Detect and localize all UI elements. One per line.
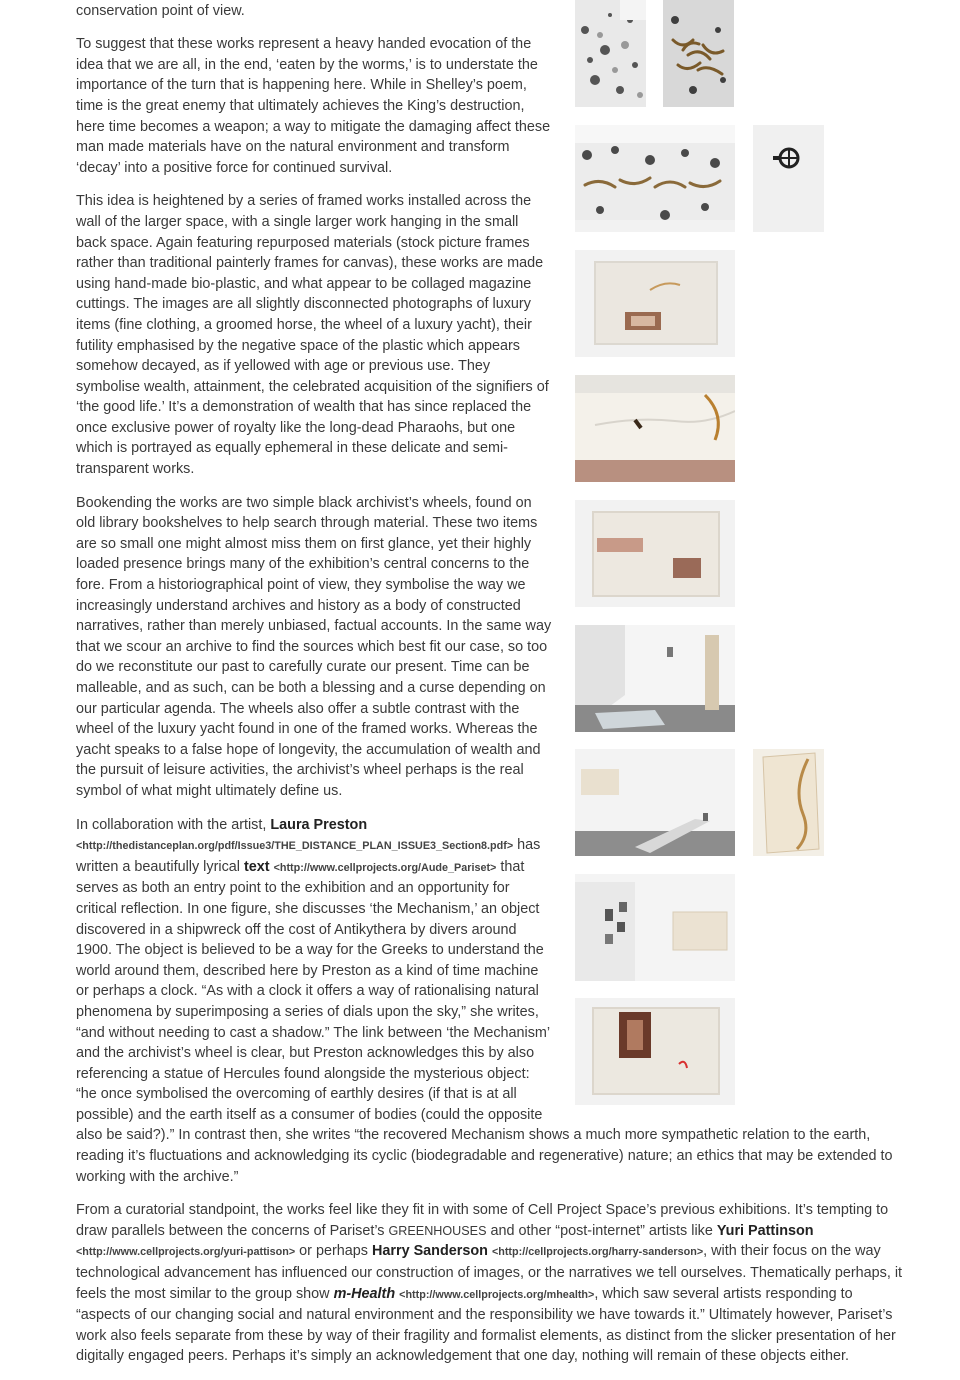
paragraph-2: This idea is heightened by a series of framed works installed across the wall of the larger space, with a single larger work hanging in the small back space. Again featuring repurposed materials (stock picture frames rather than traditional painterly frames for canvas), these works are made using hand-made bio-plastic, and what appear to be collaged magazine cuttings. The images are all slightly disconnected photographs of luxury items (fine clothing, a groomed horse, the wheel of a luxury yacht), their futility emphasised by the negative space of the plastic which appears somehow decayed, as if yellowed with age or previous use. They symbolise wealth, attainment, the celebrated acquisition of the signifiers of ‘the good life.’ It’s a demonstration of wealth that has since replaced the once exclusive power of royalty like the long-dead Pharaohs, but one which is portrayed as equally ephemeral in these delicate and semi-transparent works. bbox=[76, 193, 549, 478]
paragraph-4-text-b: has written a beautifully lyrical bbox=[76, 837, 541, 875]
paragraph-3: Bookending the works are two simple black archivist’s wheels, found on old library bookshelves to help search through material. These two items are so small one might almost miss them on first glance, yet their highly loaded presence brings many of the exhibition’s central concerns to the fore. From a historiographical point of view, they symbolise the way we increasingly understand archives and history as a body of constructed narratives, rather than merely unbiased, factual accounts. In the same way that we scour an archive to find the sources which best fit our case, so too do we reconstitute our past to carefully curate our present. Time can be malleable, and as such, can be both a blessing and a curse depending on our particular agenda. The wheels also offer a subtle contrast with the wheel of the luxury yacht found in one of the framed works. Whereas the yacht speaks to a false hope of longevity, the accumulation of wealth and the pursuit of leisure activities, the archivist’s wheel perhaps is the real symbol of what might ultimately define us. bbox=[76, 494, 552, 799]
url-text: <http://www.cellprojects.org/Aude_Pariset> bbox=[273, 861, 497, 874]
url-harry-sanderson: <http://cellprojects.org/harry-sanderson> bbox=[491, 1246, 704, 1259]
paragraph-5-text-e: , which saw several artists responding to “aspects of our changing social and natural environment and the responsibility we have towards it.” Ultimately however, Pariset’s work also feels separate from these by way of their fragility and formalist elements, as distinct from the slicker presentation of her digitally engaged peers. Perhaps it’s simply an acknowledgement that one day, nothing will remain of these objects either. bbox=[76, 1285, 896, 1365]
paragraph-5-text-b: and other “post-internet” artists like bbox=[486, 1222, 717, 1239]
greenhouses-title: GREENHOUSES bbox=[388, 1223, 487, 1238]
paragraph-5 bbox=[76, 1200, 906, 1367]
paragraph-4-text-a: In collaboration with the artist, bbox=[76, 816, 271, 833]
link-text[interactable]: text bbox=[243, 858, 270, 875]
paragraph-1: To suggest that these works represent a heavy handed evocation of the idea that we are all, in the end, ‘eaten by the worms,’ is to understate the importance of the turn that is happening here. While in Shelley’s poem, time is the great enemy that ultimately achieves the King’s destruction, here time becomes a weapon; a way to mitigate the damaging affect these man made materials have on the natural environment and transform ‘decay’ into a positive force for continued survival. bbox=[76, 36, 551, 176]
link-m-health[interactable] bbox=[334, 1286, 396, 1302]
paragraph-4-text-c: that serves as both an entry point to the exhibition and an opportunity for critical reflection. In one figure, she discusses ‘the Mechanism,’ an object discovered in a shipwreck off the cost of Antikythera by divers around 1900. The object is believed to be a way for the Greeks to understand the world around them, described here by Preston as a kind of time machine or perhaps a clock. “As with a clock it offers a way of rationalising natural phenomena by superimposing a series of dials upon the sky,” she writes, “and without needing to cast a shadow.” The link between ‘the Mechanism’ and the archivist’s wheel is clear, but Preston acknowledges this by also referencing a statue of Hercules found alongside the mysterious object: “he once symbolised the overcoming of earthly desires (if that is at all possible) and the earth itself as a consumer of bodies (could the opposite also be said?).” In contrast then, she writes “the recovered Mechanism shows a much more sympathetic relation to the earth, reading it’s fluctuations and acknowledging its cyclic (biodegradable and regenerative) nature; an ethics that may be extended to working with the archive.” bbox=[76, 858, 893, 1185]
link-laura-preston[interactable]: Laura Preston bbox=[270, 816, 368, 833]
link-yuri-pattinson[interactable]: Yuri Pattinson bbox=[716, 1222, 814, 1239]
url-laura-preston: <http://thedistanceplan.org/pdf/Issue3/THE_DISTANCE_PLAN_ISSUE3_Section8.pdf> bbox=[76, 840, 514, 853]
link-harry-sanderson[interactable]: Harry Sanderson bbox=[371, 1243, 488, 1260]
url-m-health: <http://www.cellprojects.org/mhealth> bbox=[399, 1288, 595, 1301]
gallery-spacer bbox=[552, 0, 906, 1109]
paragraph-5-text-d: , with their focus on the way technological advancement has influenced our construction of images, or the narratives we tell ourselves. Thematically perhaps, it feels the most similar to the group show bbox=[76, 1243, 903, 1302]
paragraph-5-text-c: or perhaps bbox=[295, 1243, 372, 1260]
paragraph-5-text-a: From a curatorial standpoint, the works feel like they fit in with some of Cell Project Space’s previous exhibitions. It’s tempting to draw parallels between the concerns of Pariset’s bbox=[76, 1202, 889, 1239]
url-yuri-pattinson: <http://www.cellprojects.org/yuri-pattison> bbox=[76, 1246, 296, 1259]
article-body bbox=[76, 0, 906, 1380]
link-m-health-label: m-Health bbox=[333, 1285, 396, 1302]
paragraph-0: conservation point of view. bbox=[76, 2, 245, 19]
